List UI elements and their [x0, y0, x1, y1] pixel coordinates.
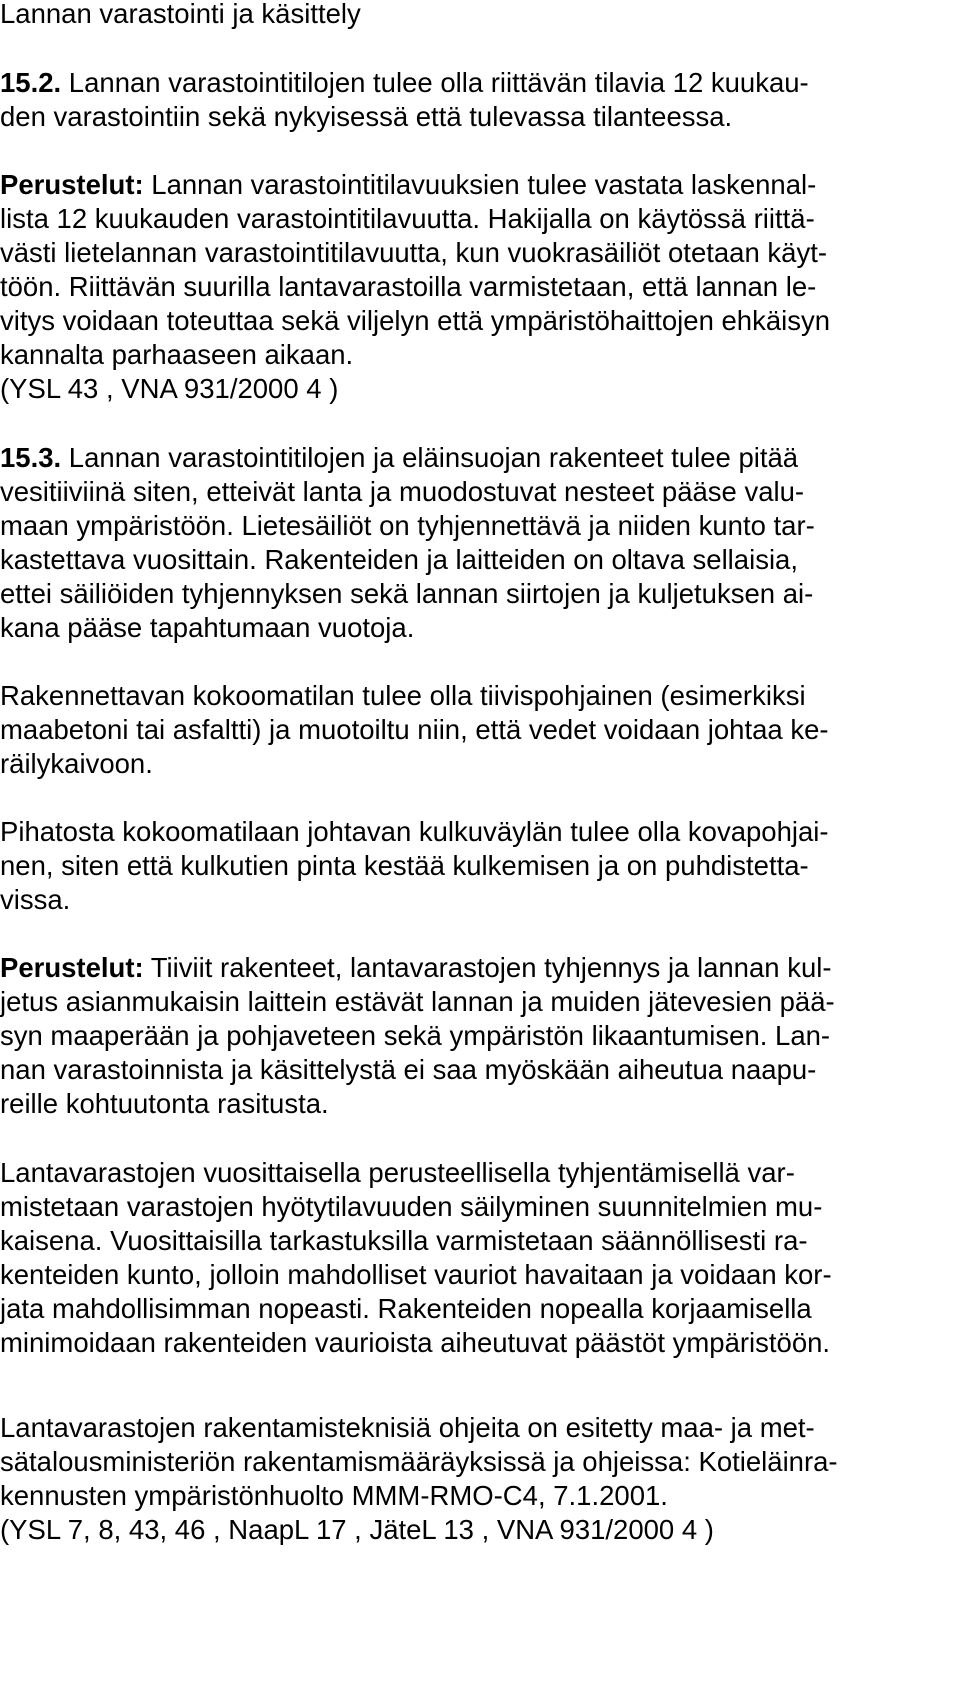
- paragraph-route-line-2: nen, siten että kulkutien pinta kestää kulkemisen ja on puhdistetta-: [0, 850, 809, 881]
- paragraph-emptying-line-3: kaisena. Vuosittaisilla tarkastuksilla varmistetaan säännöllisesti ra-: [0, 1225, 808, 1256]
- rationale-15-3-line-1: [0, 951, 960, 985]
- legal-reference-15-2: (YSL 43 , VNA 931/2000 4 ): [0, 373, 339, 404]
- requirement-15-3-line-4: kastettava vuosittain. Rakenteiden ja laitteiden on oltava sellaisia,: [0, 544, 798, 575]
- rationale-15-2-line-4: töön. Riittävän suurilla lantavarastoilla varmistetaan, että lannan le-: [0, 271, 817, 302]
- section-number: 15.2.: [0, 67, 62, 98]
- rationale-15-2-line-5: vitys voidaan toteuttaa sekä viljelyn että ympäristöhaittojen ehkäisyn: [0, 305, 831, 336]
- paragraph-emptying-line-5: jata mahdollisimman nopeasti. Rakenteiden nopealla korjaamisella: [0, 1293, 812, 1324]
- requirement-15-2-line-1: [0, 66, 960, 100]
- requirement-15-3-line-1: [0, 441, 960, 475]
- requirement-15-3-line-6: kana pääse tapahtumaan vuotoja.: [0, 612, 415, 643]
- section-number: 15.3.: [0, 442, 62, 473]
- requirement-15-3-line-5: ettei säiliöiden tyhjennyksen sekä lannan siirtojen ja kuljetuksen ai-: [0, 578, 814, 609]
- paragraph-guidance-line-1: Lantavarastojen rakentamisteknisiä ohjeita on esitetty maa- ja met-: [0, 1412, 815, 1443]
- rationale-15-2-line-6: kannalta parhaaseen aikaan.: [0, 339, 354, 370]
- paragraph-route-line-3: vissa.: [0, 884, 71, 915]
- paragraph-emptying-line-4: kenteiden kunto, jolloin mahdolliset vauriot havaitaan ja voidaan kor-: [0, 1259, 832, 1290]
- requirement-15-3-line-3: maan ympäristöön. Lietesäiliöt on tyhjennettävä ja niiden kunto tar-: [0, 510, 815, 541]
- rationale-label: Perustelut:: [0, 169, 144, 200]
- rationale-15-2-line-2: lista 12 kuukauden varastointitilavuutta. Hakijalla on käytössä riittä-: [0, 203, 815, 234]
- paragraph-collection-line-1: Rakennettavan kokoomatilan tulee olla tiivispohjainen (esimerkiksi: [0, 680, 806, 711]
- paragraph-guidance-line-3: kennusten ympäristönhuolto MMM-RMO-C4, 7.1.2001.: [0, 1480, 668, 1511]
- rationale-15-3-line-4: nan varastoinnista ja käsittelystä ei saa myöskään aiheutua naapu-: [0, 1054, 817, 1085]
- requirement-15-2-line-2: den varastointiin sekä nykyisessä että tulevassa tilanteessa.: [0, 101, 733, 132]
- paragraph-route-line-1: Pihatosta kokoomatilaan johtavan kulkuväylän tulee olla kovapohjai-: [0, 816, 829, 847]
- paragraph-emptying-line-2: mistetaan varastojen hyötytilavuuden säilyminen suunnitelmien mu-: [0, 1191, 823, 1222]
- rationale-15-3-line-3: syn maaperään ja pohjaveteen sekä ympäristön likaantumisen. Lan-: [0, 1020, 831, 1051]
- requirement-15-3-line-2: vesitiiviinä siten, etteivät lanta ja muodostuvat nesteet pääse valu-: [0, 476, 805, 507]
- rationale-label: Perustelut:: [0, 952, 144, 983]
- rationale-15-3-line-5: reille kohtuutonta rasitusta.: [0, 1088, 329, 1119]
- legal-reference-15-3: (YSL 7, 8, 43, 46 , NaapL 17 , JäteL 13 , VNA 931/2000 4 ): [0, 1514, 714, 1545]
- paragraph-collection-line-2: maabetoni tai asfaltti) ja muotoiltu niin, että vedet voidaan johtaa ke-: [0, 714, 829, 745]
- rationale-text: Tiiviit rakenteet, lantavarastojen tyhjennys ja lannan kul-: [143, 952, 832, 983]
- paragraph-guidance-line-2: sätalousministeriön rakentamismääräyksissä ja ohjeissa: Kotieläinra-: [0, 1446, 838, 1477]
- rationale-15-2-line-1: [0, 168, 960, 202]
- section-heading: Lannan varastointi ja käsittely: [0, 0, 361, 29]
- rationale-15-2-line-3: västi lietelannan varastointitilavuutta, kun vuokrasäiliöt otetaan käyt-: [0, 237, 827, 268]
- paragraph-emptying-line-6: minimoidaan rakenteiden vaurioista aiheutuvat päästöt ympäristöön.: [0, 1327, 831, 1358]
- requirement-text: Lannan varastointitilojen ja eläinsuojan rakenteet tulee pitää: [61, 442, 799, 473]
- rationale-15-3-line-2: jetus asianmukaisin laittein estävät lannan ja muiden jätevesien pää-: [0, 986, 835, 1017]
- rationale-text: Lannan varastointitilavuuksien tulee vastata laskennal-: [143, 169, 817, 200]
- requirement-text: Lannan varastointitilojen tulee olla riittävän tilavia 12 kuukau-: [61, 67, 809, 98]
- paragraph-collection-line-3: räilykaivoon.: [0, 748, 153, 779]
- paragraph-emptying-line-1: Lantavarastojen vuosittaisella perusteellisella tyhjentämisellä var-: [0, 1157, 795, 1188]
